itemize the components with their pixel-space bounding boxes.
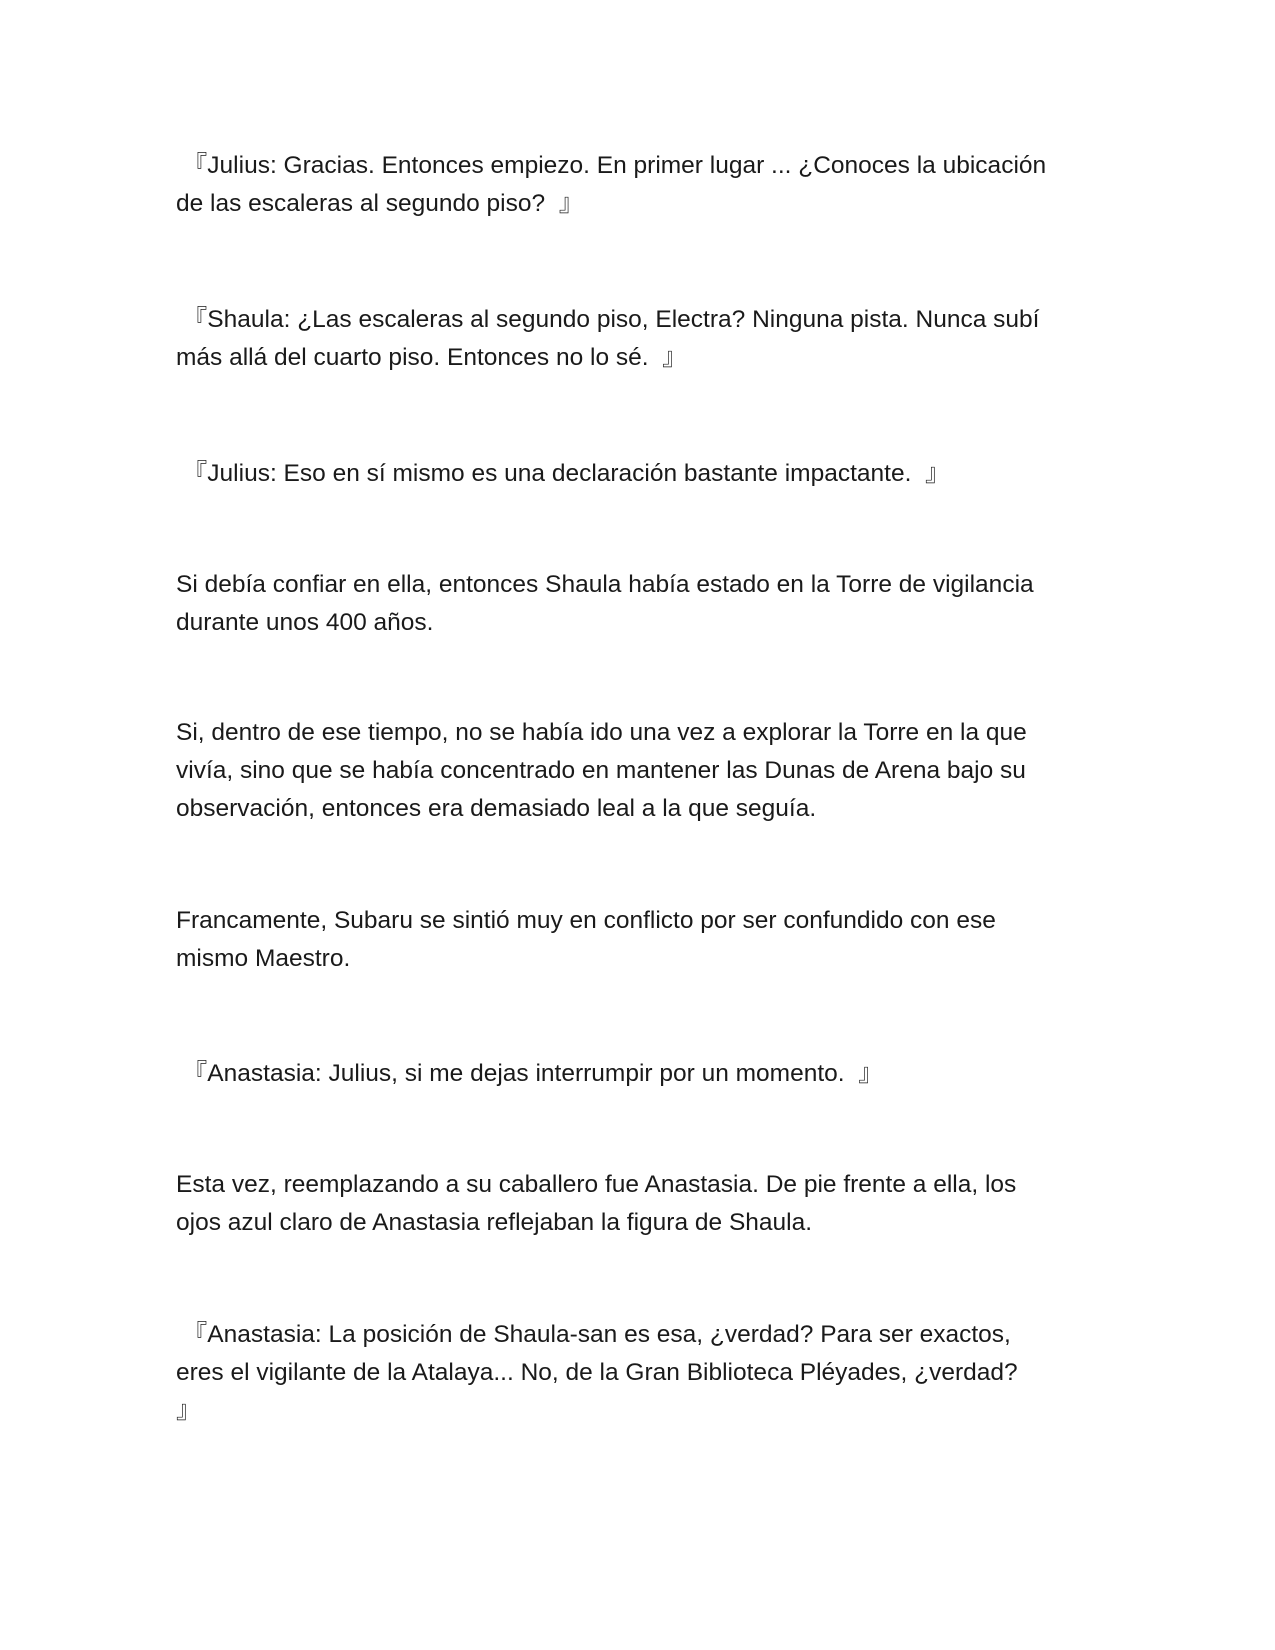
text-line: ojos azul claro de Anastasia reflejaban la figura de Shaula.: [176, 1209, 813, 1236]
text-line: Francamente, Subaru se sintió muy en conflicto por ser confundido con ese: [176, 907, 996, 934]
text-line: 『Julius: Gracias. Entonces empiezo. En primer lugar ... ¿Conoces la ubicación: [176, 152, 1047, 179]
narration-paragraph: [176, 902, 1111, 978]
text-line: más allá del cuarto piso. Entonces no lo sé. 』: [176, 344, 687, 371]
text-line: 『Shaula: ¿Las escaleras al segundo piso, Electra? Ninguna pista. Nunca subí: [176, 306, 1040, 333]
text-line: 』: [176, 1397, 201, 1424]
text-line: Si, dentro de ese tiempo, no se había ido una vez a explorar la Torre en la que: [176, 719, 1027, 746]
dialogue-shaula-stairs: [176, 301, 1111, 377]
dialogue-anastasia-interrupt: [176, 1055, 1111, 1093]
dialogue-julius-stairs: [176, 147, 1111, 223]
text-line: eres el vigilante de la Atalaya... No, de la Gran Biblioteca Pléyades, ¿verdad?: [176, 1359, 1018, 1386]
text-line: durante unos 400 años.: [176, 609, 434, 636]
text-line: 『Anastasia: La posición de Shaula-san es esa, ¿verdad? Para ser exactos,: [176, 1321, 1011, 1348]
text-line: vivía, sino que se había concentrado en mantener las Dunas de Arena bajo su: [176, 757, 1026, 784]
dialogue-anastasia-position: [176, 1316, 1111, 1430]
text-line: Esta vez, reemplazando a su caballero fue Anastasia. De pie frente a ella, los: [176, 1171, 1017, 1198]
narration-paragraph: [176, 566, 1111, 642]
text-line: mismo Maestro.: [176, 945, 351, 972]
text-line: 『Julius: Eso en sí mismo es una declaración bastante impactante. 』: [176, 460, 950, 487]
text-line: observación, entonces era demasiado leal a la que seguía.: [176, 795, 817, 822]
text-line: de las escaleras al segundo piso? 』: [176, 190, 584, 217]
narration-paragraph: [176, 714, 1111, 828]
text-line: Si debía confiar en ella, entonces Shaula había estado en la Torre de vigilancia: [176, 571, 1034, 598]
text-line: 『Anastasia: Julius, si me dejas interrumpir por un momento. 』: [176, 1060, 883, 1087]
narration-paragraph: [176, 1166, 1111, 1242]
dialogue-julius-impact: [176, 455, 1111, 493]
